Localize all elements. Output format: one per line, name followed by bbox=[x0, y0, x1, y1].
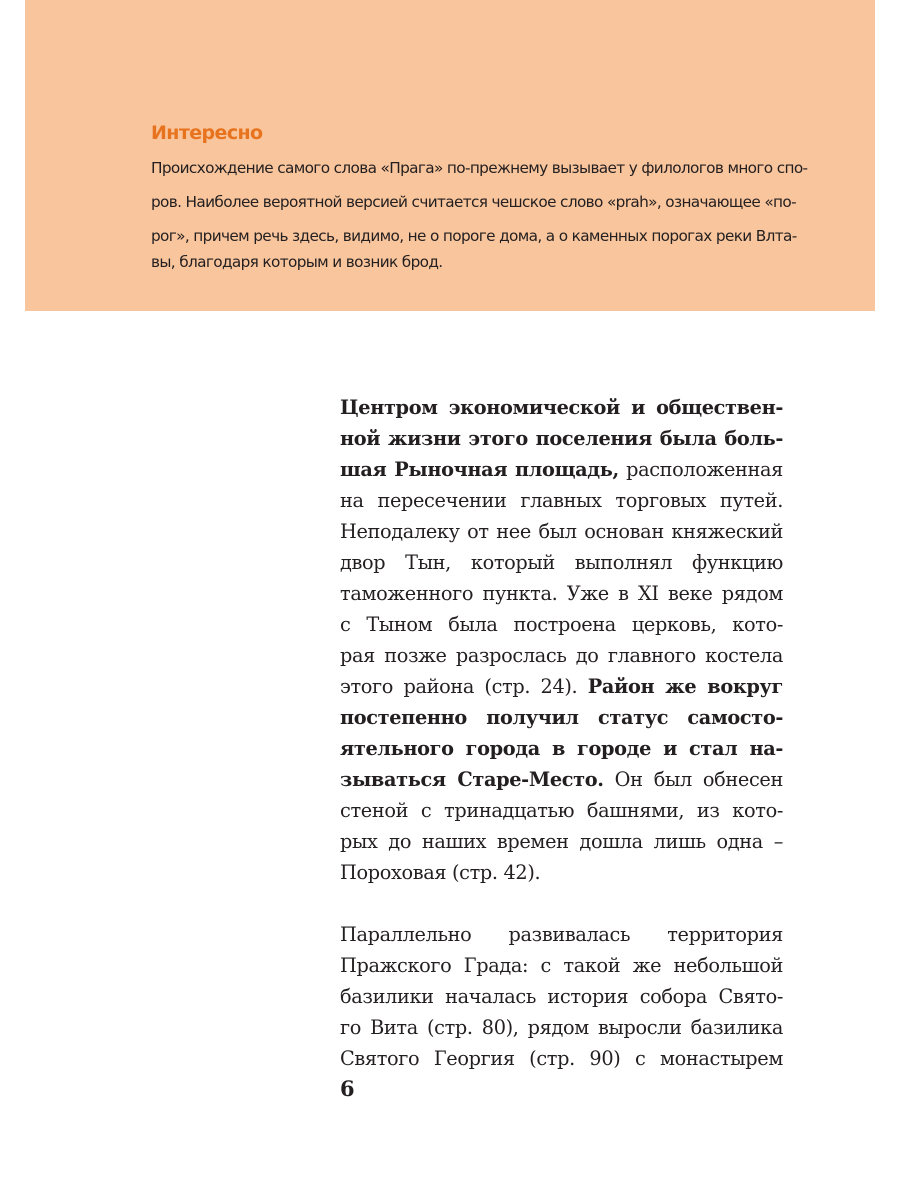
bold-phrase: зываться Старе-Место. bbox=[340, 768, 604, 791]
text-line bbox=[340, 423, 783, 454]
text-line: стеной с тринадцатью башнями, из кото- bbox=[340, 799, 783, 822]
text-line bbox=[340, 392, 783, 423]
text-line: на пересечении главных торговых путей. bbox=[340, 489, 783, 512]
bold-phrase: шая Рыночная площадь, bbox=[340, 458, 619, 481]
text-line bbox=[340, 733, 783, 764]
text-line bbox=[340, 764, 783, 795]
text-line: го Вита (стр. 80), рядом выросли базилика bbox=[340, 1016, 783, 1039]
text-line: таможенного пункта. Уже в XI веке рядом bbox=[340, 582, 783, 605]
text-line bbox=[340, 702, 783, 733]
text-line: Пороховая (стр. 42). bbox=[340, 861, 541, 884]
page-number: 6 bbox=[340, 1076, 355, 1101]
text-fragment: расположенная bbox=[618, 458, 783, 481]
text-line: базилики началась история собора Свято- bbox=[340, 985, 783, 1008]
text-line: двор Тын, который выполнял функцию bbox=[340, 551, 783, 574]
text-line: Святого Георгия (стр. 90) с монастырем bbox=[340, 1047, 783, 1070]
bold-phrase: ятельного города в городе и стал на- bbox=[340, 737, 783, 760]
text-line bbox=[340, 671, 783, 702]
text-line: рая позже разрослась до главного костела bbox=[340, 644, 783, 667]
paragraph-2 bbox=[340, 919, 783, 1074]
bold-phrase: ной жизни этого поселения была боль- bbox=[340, 427, 783, 450]
text-line: Параллельно развивалась территория bbox=[340, 923, 783, 946]
fact-box-line: ров. Наиболее вероятной версией считается чешское слово «prah», означающее «по- bbox=[151, 193, 796, 211]
text-line: рых до наших времен дошла лишь одна – bbox=[340, 830, 783, 853]
fact-box-line: рог», причем речь здесь, видимо, не о пороге дома, а о каменных порогах реки Влта- bbox=[151, 227, 797, 245]
bold-phrase: Район же вокруг bbox=[587, 675, 783, 698]
text-fragment: этого района (стр. 24). bbox=[340, 675, 588, 698]
text-line: Пражского Града: с такой же небольшой bbox=[340, 954, 783, 977]
bold-phrase: Центром экономической и обществен- bbox=[340, 396, 783, 419]
fact-box-heading: Интересно bbox=[151, 122, 263, 144]
paragraph-1 bbox=[340, 392, 783, 888]
bold-phrase: постепенно получил статус самосто- bbox=[340, 706, 783, 729]
text-line: Неподалеку от нее был основан княжеский bbox=[340, 520, 783, 543]
fact-box-line: вы, благодаря которым и возник брод. bbox=[151, 253, 443, 271]
text-fragment: Он был обнесен bbox=[603, 768, 783, 791]
main-body-text bbox=[340, 392, 783, 1074]
text-line: с Тыном была построена церковь, кото- bbox=[340, 613, 783, 636]
fact-box-line: Происхождение самого слова «Прага» по-прежнему вызывает у филологов много спо- bbox=[151, 159, 808, 177]
text-line bbox=[340, 454, 783, 485]
paragraph-gap bbox=[340, 888, 783, 919]
